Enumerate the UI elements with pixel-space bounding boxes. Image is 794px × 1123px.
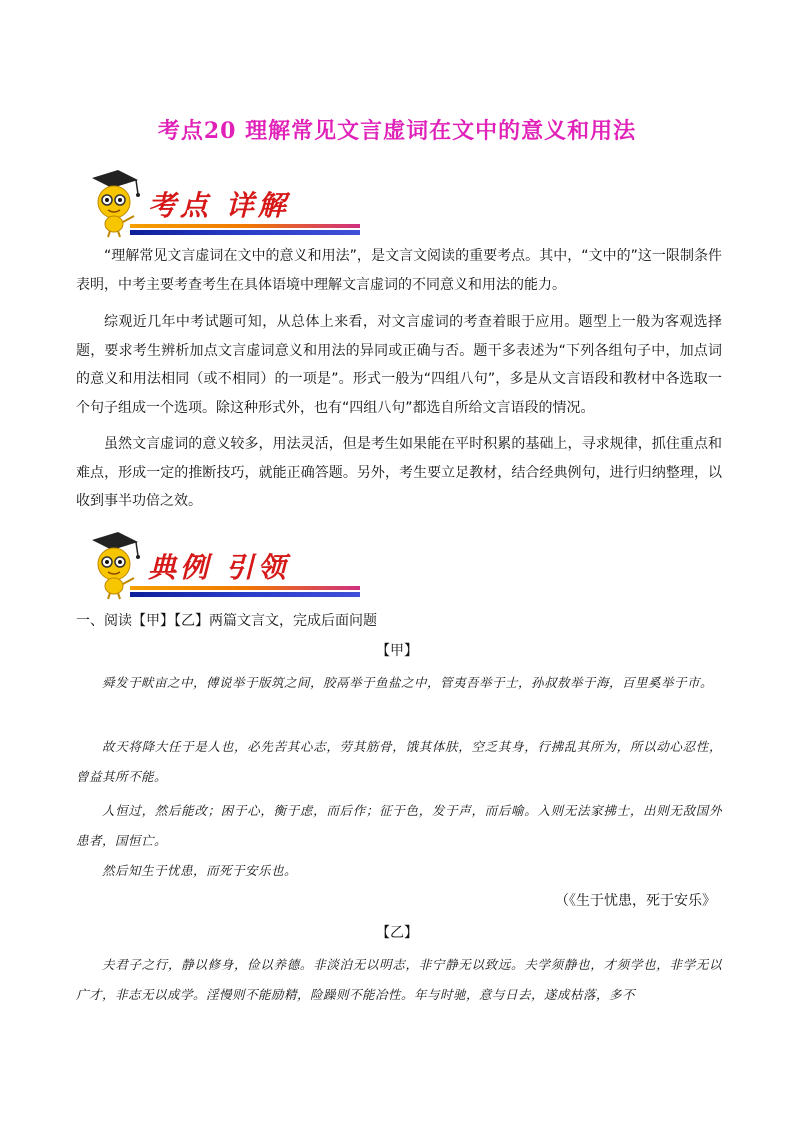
banner-word-1: 典例: [148, 551, 213, 584]
banner-heading: [148, 546, 290, 586]
jia-paragraph-3: 人恒过，然后能改；困于心，衡于虑，而后作；征于色，发于声，而后喻。入则无法家拂士，出则无敌国外患者，国恒亡。: [76, 803, 722, 848]
yi-paragraph-1: 夫君子之行，静以修身，俭以养德。非淡泊无以明志，非宁静无以致远。夫学须静也，才须学也，非学无以广才，非志无以成学。淫慢则不能励精，险躁则不能冶性。年与时驰，意与日去，遂成枯落，多不: [76, 957, 722, 1002]
banner-heading: [148, 184, 290, 224]
banner-stripe-blue: [130, 230, 360, 235]
jia-paragraph-4: 然后知生于忧患，而死于安乐也。: [102, 863, 298, 878]
intro-paragraph-1: “理解常见文言虚词在文中的意义和用法”，是文言文阅读的重要考点。其中，“文中的”这一限制条件表明，中考主要考查考生在具体语境中理解文言虚词的不同意义和用法的能力。: [76, 248, 722, 293]
passage-source: （《生于忧患，死于安乐》: [555, 893, 716, 909]
banner-stripe-blue: [130, 592, 360, 597]
banner-word-2: 详解: [225, 189, 290, 222]
section-banner-kaodian: [78, 168, 338, 238]
section-banner-dianli: [78, 530, 338, 600]
page-title: 考点20 理解常见文言虚词在文中的意义和用法: [157, 118, 637, 144]
jia-paragraph-2: 故天将降大任于是人也，必先苦其心志，劳其筋骨，饿其体肤，空乏其身，行拂乱其所为，所以动心忍性，曾益其所不能。: [76, 739, 722, 784]
jia-paragraph-1: 舜发于畎亩之中，傅说举于版筑之间，胶鬲举于鱼盐之中，管夷吾举于士，孙叔敖举于海，百里奚举于市。: [102, 675, 714, 690]
banner-word-2: 引领: [225, 551, 290, 584]
banner-stripe-orange: [130, 586, 360, 590]
intro-paragraph-3: 虽然文言虚词的意义较多，用法灵活，但是考生如果能在平时积累的基础上，寻求规律，抓住重点和难点，形成一定的推断技巧，就能正确答题。另外，考生要立足教材，结合经典例句，进行归纳整理，以收到事半功倍之效。: [76, 436, 722, 509]
banner-stripe-orange: [130, 224, 360, 228]
banner-word-1: 考点: [148, 189, 213, 222]
question-prompt: 一、阅读【甲】【乙】两篇文言文，完成后面问题: [76, 613, 377, 629]
passage-label-yi: 【乙】: [376, 925, 418, 941]
intro-paragraph-2: 综观近几年中考试题可知，从总体上来看，对文言虚词的考查着眼于应用。题型上一般为客观选择题，要求考生辨析加点文言虚词意义和用法的异同或正确与否。题干多表述为“下列各组句子中，加点词的意义和用法相同（或不相同）的一项是”。形式一般为“四组八句”，多是从文言语段和教材中各选取一个句子组成一个选项。除这种形式外，也有“四组八句”都选自所给文言语段的情况。: [76, 314, 722, 416]
passage-label-jia: 【甲】: [376, 643, 418, 659]
